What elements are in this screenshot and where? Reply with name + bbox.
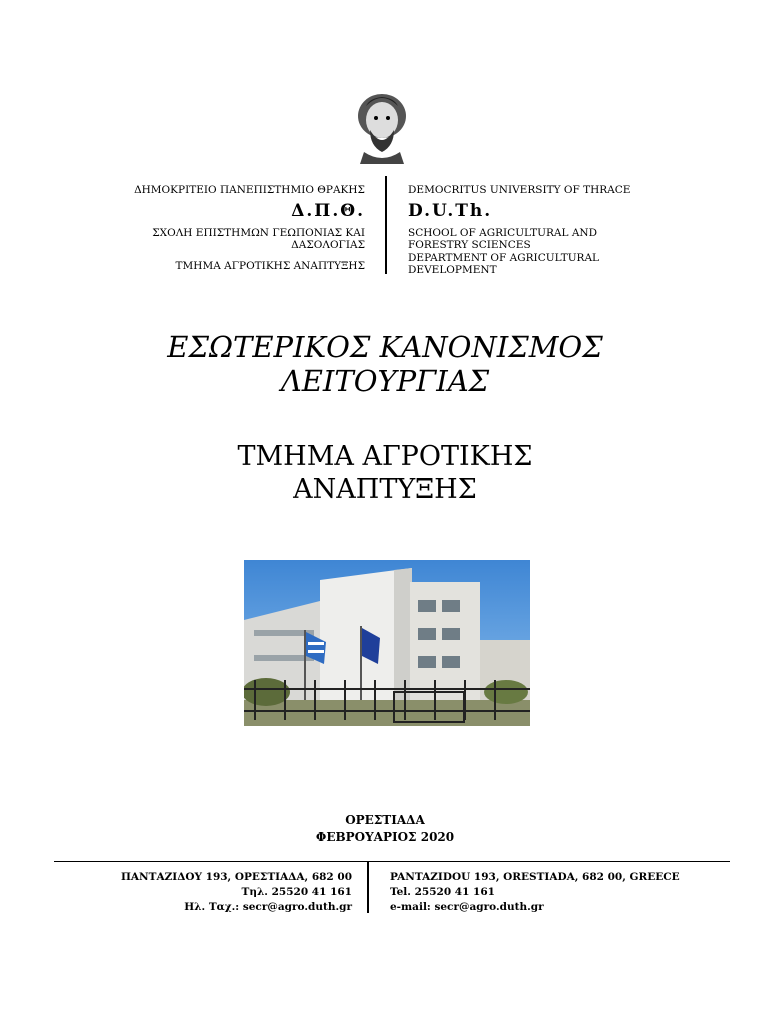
department-title-line-1: ΤΜΗΜΑ ΑΓΡΟΤΙΚΗΣ: [237, 441, 533, 472]
address-gr: ΠΑΝΤΑΖΙΔΟΥ 193, ΟΡΕΣΤΙΑΔΑ, 682 00: [121, 871, 352, 883]
university-logo: [344, 88, 420, 164]
footer-divider: [367, 861, 369, 913]
header-greek: [105, 184, 365, 272]
document-title: [0, 330, 770, 398]
university-name-gr: ΔΗΜΟΚΡΙΤΕΙΟ ΠΑΝΕΠΙΣΤΗΜΙΟ ΘΡΑΚΗΣ: [134, 184, 365, 196]
footer-rule: [54, 861, 730, 862]
department-name-gr: ΤΜΗΜΑ ΑΓΡΟΤΙΚΗΣ ΑΝΑΠΤΥΞΗΣ: [175, 259, 365, 272]
header-divider: [385, 176, 387, 274]
school-name-en: SCHOOL OF AGRICULTURAL AND FORESTRY SCIENCES: [408, 226, 598, 251]
title-line-1: ΕΣΩΤΕΡΙΚΟΣ ΚΑΝΟΝΙΣΜΟΣ: [167, 330, 603, 364]
department-title-line-2: ΑΝΑΠΤΥΞΗΣ: [293, 474, 477, 505]
place-date: [0, 812, 770, 846]
footer-english: [390, 870, 710, 915]
department-name-en: DEPARTMENT OF AGRICULTURAL DEVELOPMENT: [408, 251, 600, 276]
university-abbr-en: D.U.Th.: [408, 200, 493, 221]
address-en: PANTAZIDOU 193, ORESTIADA, 682 00, GREECE: [390, 871, 680, 883]
email-gr[interactable]: Ηλ. Ταχ.: secr@agro.duth.gr: [184, 901, 352, 913]
building-photo: [244, 560, 530, 726]
header-english: [408, 184, 638, 277]
place: ΟΡΕΣΤΙΑΔΑ: [345, 813, 425, 827]
title-line-2: ΛΕΙΤΟΥΡΓΙΑΣ: [280, 364, 490, 398]
school-name-gr: ΣΧΟΛΗ ΕΠΙΣΤΗΜΩΝ ΓΕΩΠΟΝΙΑΣ ΚΑΙ ΔΑΣΟΛΟΓΙΑΣ: [152, 226, 365, 251]
university-name-en: DEMOCRITUS UNIVERSITY OF THRACE: [408, 184, 631, 196]
footer-greek: [72, 870, 352, 915]
department-title: [0, 440, 770, 506]
university-abbr-gr: Δ.Π.Θ.: [291, 200, 365, 221]
phone-en: Tel. 25520 41 161: [390, 886, 495, 898]
phone-gr: Τηλ. 25520 41 161: [241, 886, 352, 898]
date: ΦΕΒΡΟΥΑΡΙΟΣ 2020: [315, 830, 455, 844]
email-en[interactable]: e-mail: secr@agro.duth.gr: [390, 901, 544, 913]
